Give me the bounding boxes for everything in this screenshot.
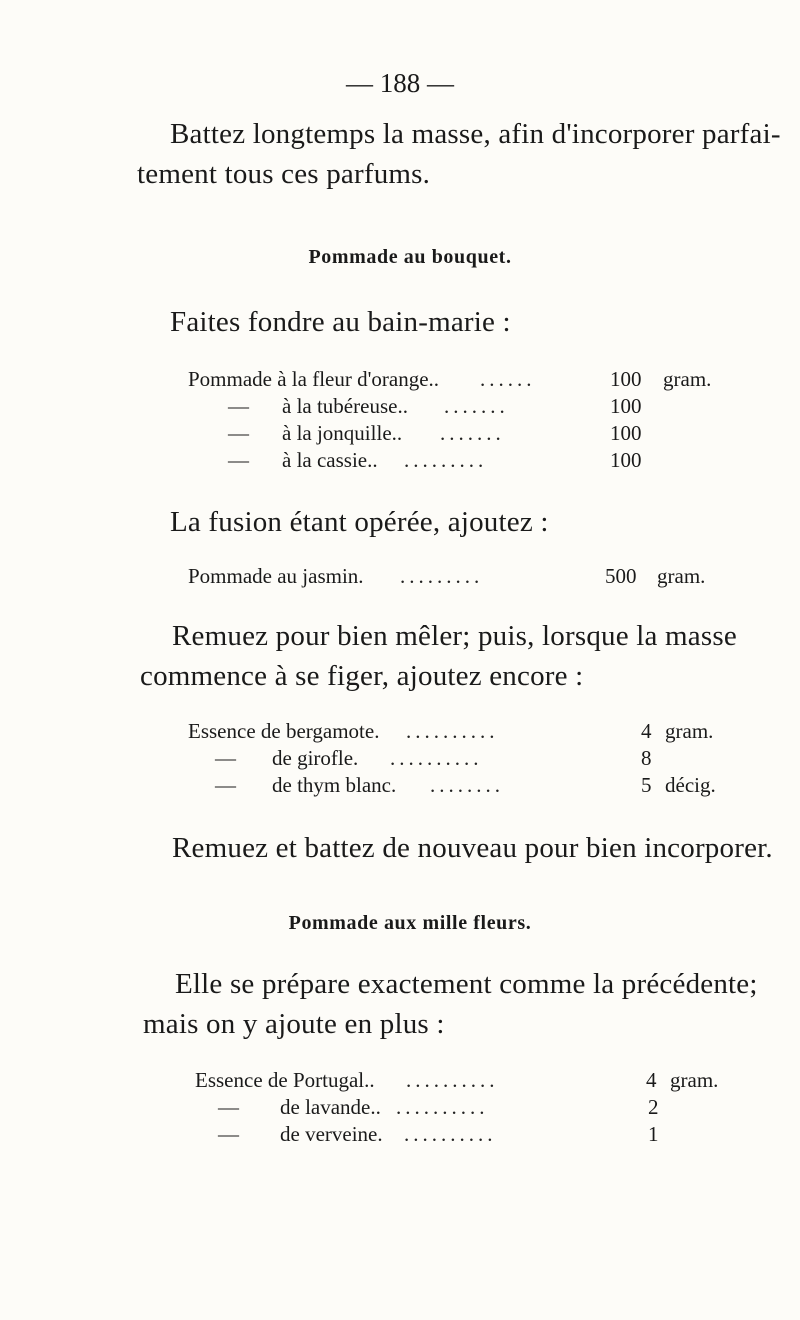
section-heading-mille-fleurs: Pommade aux mille fleurs. xyxy=(288,912,532,934)
ingredient-name: Pommade à la fleur d'orange.. xyxy=(188,367,440,391)
ingredient-name: à la cassie.. xyxy=(282,448,378,472)
ingredient-name: à la tubéreuse.. xyxy=(282,394,408,418)
ingredient-row: Essence de bergamote. .......... 4 gram. xyxy=(188,719,714,743)
ingredient-name: Essence de bergamote. xyxy=(188,719,380,743)
ingredient-name: de thym blanc. xyxy=(272,773,397,797)
ditto-dash: — xyxy=(215,773,236,797)
ingredient-row: — à la cassie.. ......... 100 xyxy=(228,448,642,472)
ingredient-row: Pommade au jasmin. ......... 500 gram. xyxy=(188,564,706,588)
ingredient-row: — de verveine. .......... 1 xyxy=(218,1122,659,1146)
ditto-dash: — xyxy=(215,746,236,770)
instruction-prepare-line-1: Elle se prépare exactement comme la précédente; xyxy=(175,968,758,1000)
ingredient-qty: 100 xyxy=(610,367,642,391)
ingredient-row: — de lavande.. .......... 2 xyxy=(218,1095,659,1119)
ingredient-row: — à la jonquille.. ....... 100 xyxy=(228,421,642,445)
instruction-stir-line-1: Remuez pour bien mêler; puis, lorsque la masse xyxy=(172,620,737,652)
ingredient-unit: décig. xyxy=(665,773,716,797)
ditto-dash: — xyxy=(228,421,249,445)
ingredient-name: Pommade au jasmin. xyxy=(188,564,364,588)
page-number: — 188 — xyxy=(346,68,454,98)
instruction-fusion: La fusion étant opérée, ajoutez : xyxy=(170,506,549,538)
ingredient-qty: 100 xyxy=(610,394,642,418)
ditto-dash: — xyxy=(218,1122,239,1146)
instruction-prepare-line-2: mais on y ajoute en plus : xyxy=(143,1008,445,1040)
intro-line-1: Battez longtemps la masse, afin d'incorporer parfai- xyxy=(170,118,781,150)
ingredient-unit: gram. xyxy=(663,367,712,391)
ingredient-qty: 5 xyxy=(641,773,652,797)
ditto-dash: — xyxy=(218,1095,239,1119)
ingredient-row: — de thym blanc. ........ 5 décig. xyxy=(215,773,716,797)
ingredient-name: de lavande.. xyxy=(280,1095,381,1119)
ingredient-name: Essence de Portugal.. xyxy=(195,1068,375,1092)
ingredient-unit: gram. xyxy=(670,1068,719,1092)
ingredient-qty: 4 xyxy=(641,719,652,743)
ingredient-qty: 100 xyxy=(610,421,642,445)
instruction-stir-line-2: commence à se figer, ajoutez encore : xyxy=(140,660,584,692)
ingredient-qty: 4 xyxy=(646,1068,657,1092)
instruction-melt: Faites fondre au bain-marie : xyxy=(170,306,511,338)
ingredient-row: — à la tubéreuse.. ....... 100 xyxy=(228,394,642,418)
ingredient-name: de verveine. xyxy=(280,1122,383,1146)
ditto-dash: — xyxy=(228,394,249,418)
ingredient-qty: 2 xyxy=(648,1095,659,1119)
ingredient-name: de girofle. xyxy=(272,746,359,770)
ingredient-row: Pommade à la fleur d'orange.. ...... 100 gram. xyxy=(188,367,712,391)
ingredient-unit: gram. xyxy=(657,564,706,588)
ingredient-qty: 8 xyxy=(641,746,652,770)
ingredient-unit: gram. xyxy=(665,719,714,743)
ingredient-name: à la jonquille.. xyxy=(282,421,403,445)
ingredient-row: — de girofle. .......... 8 xyxy=(215,746,652,770)
ditto-dash: — xyxy=(228,448,249,472)
ingredient-row: Essence de Portugal.. .......... 4 gram. xyxy=(195,1068,719,1092)
ingredient-qty: 500 xyxy=(605,564,637,588)
ingredient-qty: 100 xyxy=(610,448,642,472)
section-heading-bouquet: Pommade au bouquet. xyxy=(308,246,512,268)
ingredient-qty: 1 xyxy=(648,1122,659,1146)
instruction-beat-again: Remuez et battez de nouveau pour bien incorporer. xyxy=(172,832,773,864)
intro-line-2: tement tous ces parfums. xyxy=(137,158,431,190)
